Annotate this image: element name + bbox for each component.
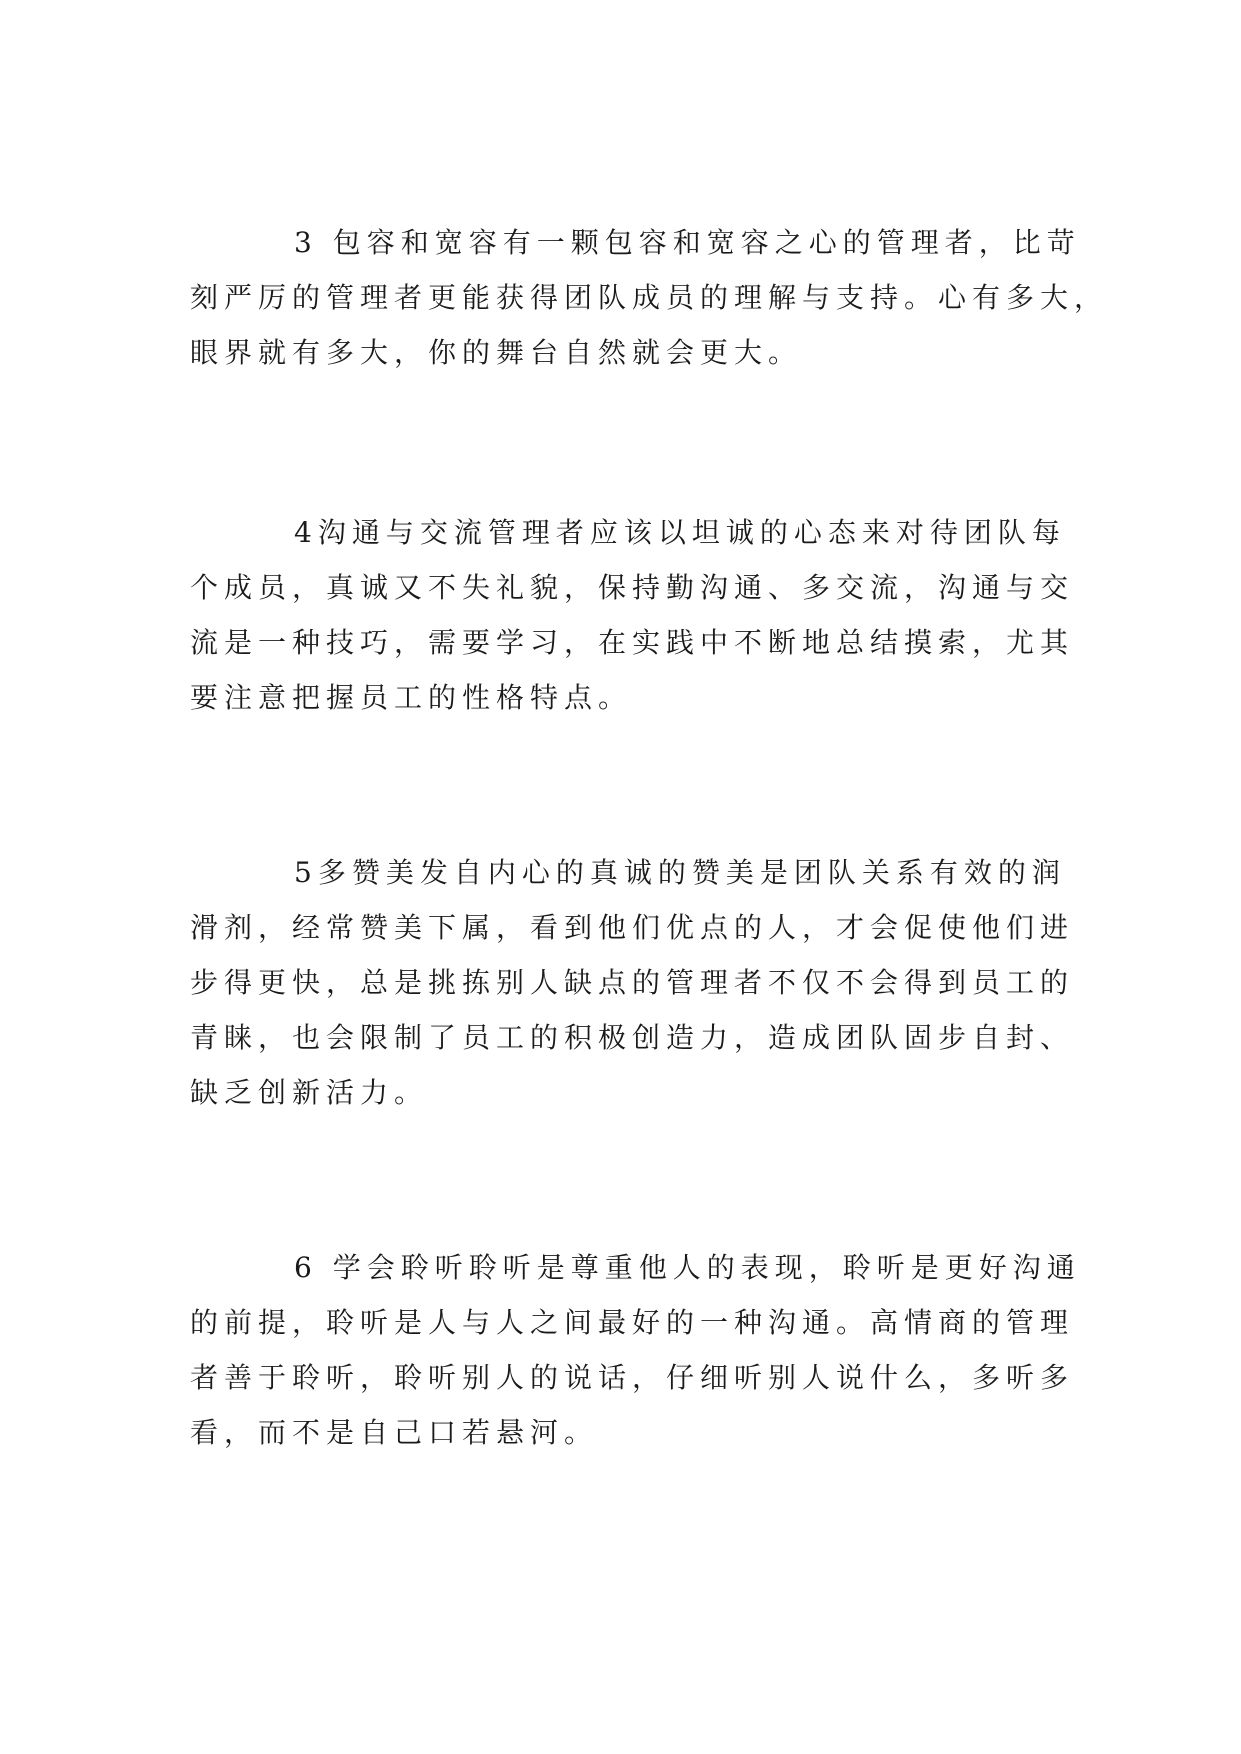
paragraph-line: 要注意把握员工的性格特点。 — [190, 681, 633, 714]
paragraph-line: 6 学会聆听聆听是尊重他人的表现，聆听是更好沟通 — [294, 1251, 1081, 1284]
paragraph-line: 看，而不是自己口若悬河。 — [190, 1416, 599, 1449]
paragraph-tolerance — [190, 215, 1108, 380]
paragraph-line: 步得更快，总是挑拣别人缺点的管理者不仅不会得到员工的 — [190, 966, 1075, 999]
paragraph-line: 滑剂，经常赞美下属，看到他们优点的人，才会促使他们进 — [190, 911, 1075, 944]
paragraph-listening — [190, 1240, 1081, 1460]
paragraph-line: 个成员，真诚又不失礼貌，保持勤沟通、多交流，沟通与交 — [190, 571, 1075, 604]
paragraph-line: 5多赞美发自内心的真诚的赞美是团队关系有效的润 — [294, 856, 1066, 889]
paragraph-communication — [190, 505, 1074, 725]
paragraph-line: 缺乏创新活力。 — [190, 1076, 429, 1109]
paragraph-line: 的前提，聆听是人与人之间最好的一种沟通。高情商的管理 — [190, 1306, 1075, 1339]
paragraph-line: 流是一种技巧，需要学习，在实践中不断地总结摸索，尤其 — [190, 626, 1075, 659]
paragraph-line: 眼界就有多大，你的舞台自然就会更大。 — [190, 336, 803, 369]
paragraph-line: 者善于聆听，聆听别人的说话，仔细听别人说什么，多听多 — [190, 1361, 1075, 1394]
paragraph-line: 3 包容和宽容有一颗包容和宽容之心的管理者，比苛 — [294, 226, 1081, 259]
paragraph-line: 刻严厉的管理者更能获得团队成员的理解与支持。心有多大， — [190, 281, 1109, 314]
paragraph-line: 4沟通与交流管理者应该以坦诚的心态来对待团队每 — [294, 516, 1066, 549]
paragraph-line: 青睐，也会限制了员工的积极创造力，造成团队固步自封、 — [190, 1021, 1075, 1054]
paragraph-praise — [190, 845, 1074, 1120]
